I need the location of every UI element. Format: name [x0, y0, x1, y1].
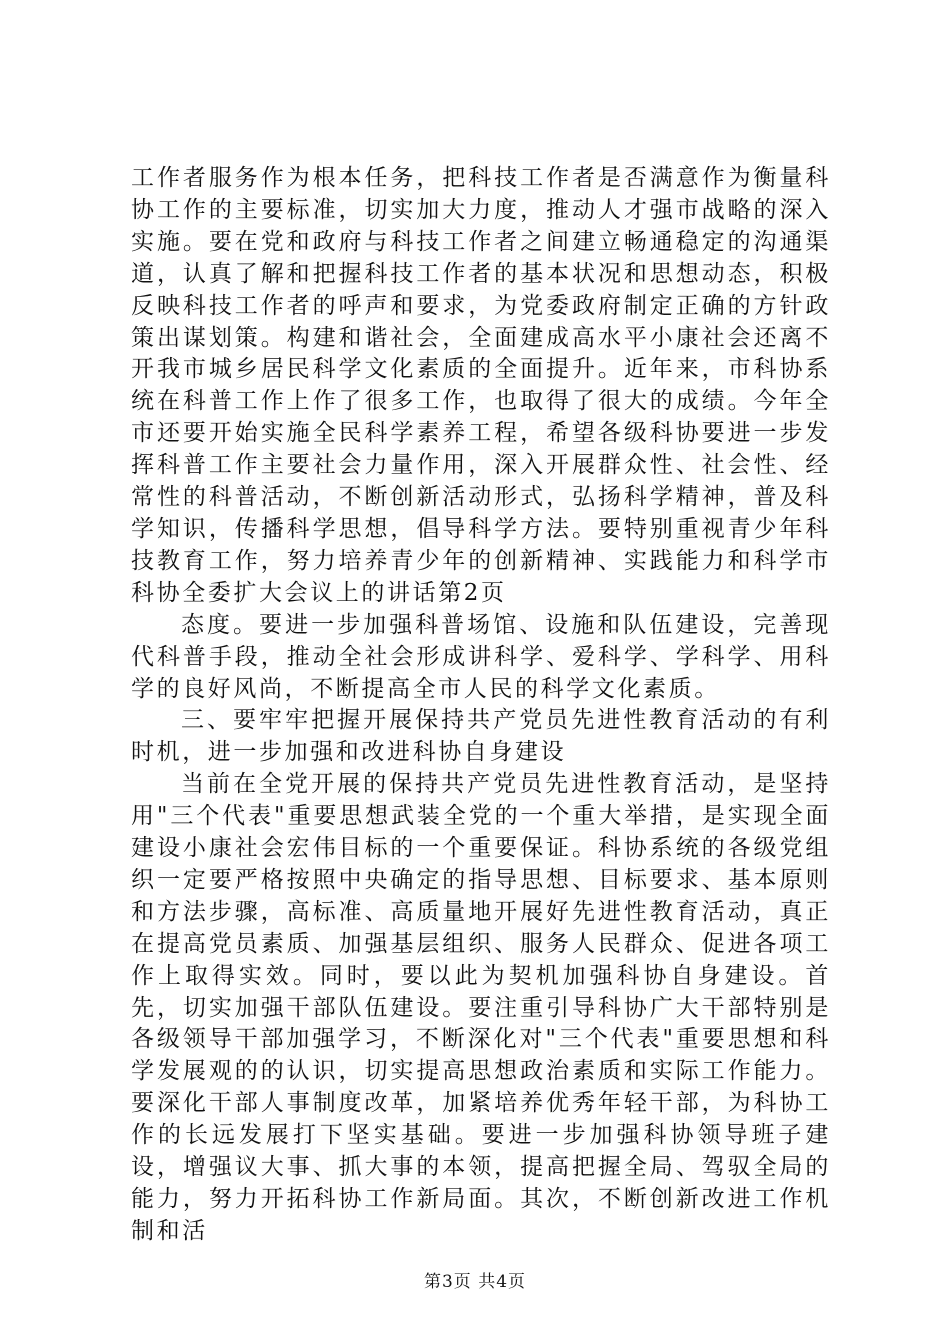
section-heading-3: 三、要牢牢把握开展保持共产党员先进性教育活动的有利时机，进一步加强和改进科协自身建设: [131, 707, 831, 766]
paragraph-4: 当前在全党开展的保持共产党员先进性教育活动，是坚持用"三个代表"重要思想武装全党的一个重大举措，是实现全面建设小康社会宏伟目标的一个重要保证。科协系统的各级党组织一定要严格按照中央确定的指导思想、目标要求、基本原则和方法步骤，高标准、高质量地开展好先进性教育活动，真正在提高党员素质、加强基层组织、服务人民群众、促进各项工作上取得实效。同时，要以此为契机加强科协自身建设。首先，切实加强干部队伍建设。要注重引导科协广大干部特别是各级领导干部加强学习，不断深化对"三个代表"重要思想和科学发展观的的认识，切实提高思想政治素质和实际工作能力。要深化干部人事制度改革，加紧培养优秀年轻干部，为科协工作的长远发展打下坚实基础。要进一步加强科协领导班子建设，增强议大事、抓大事的本领，提高把握全局、驾驭全局的能力，努力开拓科协工作新局面。其次，不断创新改进工作机制和活: [131, 771, 831, 1244]
document-body: [131, 163, 831, 1248]
paragraph-1: 工作者服务作为根本任务，把科技工作者是否满意作为衡量科协工作的主要标准，切实加大力度，推动人才强市战略的深入实施。要在党和政府与科技工作者之间建立畅通稳定的沟通渠道，认真了解和把握科技工作者的基本状况和思想动态，积极反映科技工作者的呼声和要求，为党委政府制定正确的方针政策出谋划策。构建和谐社会，全面建成高水平小康社会还离不开我市城乡居民科学文化素质的全面提升。近年来，市科协系统在科普工作上作了很多工作，也取得了很大的成绩。今年全市还要开始实施全民科学素养工程，希望各级科协要进一步发挥科普工作主要社会力量作用，深入开展群众性、社会性、经常性的科普活动，不断创新活动形式，弘扬科学精神，普及科学知识，传播科学思想，倡导科学方法。要特别重视青少年科技教育工作，努力培养青少年的创新精神、实践能力和科学市科协全委扩大会议上的讲话第2页: [131, 165, 831, 606]
paragraph-2: 态度。要进一步加强科普场馆、设施和队伍建设，完善现代科普手段，推动全社会形成讲科学、爱科学、学科学、用科学的良好风尚，不断提高全市人民的科学文化素质。: [131, 611, 831, 702]
page-footer: 第3页 共4页: [423, 1272, 527, 1292]
